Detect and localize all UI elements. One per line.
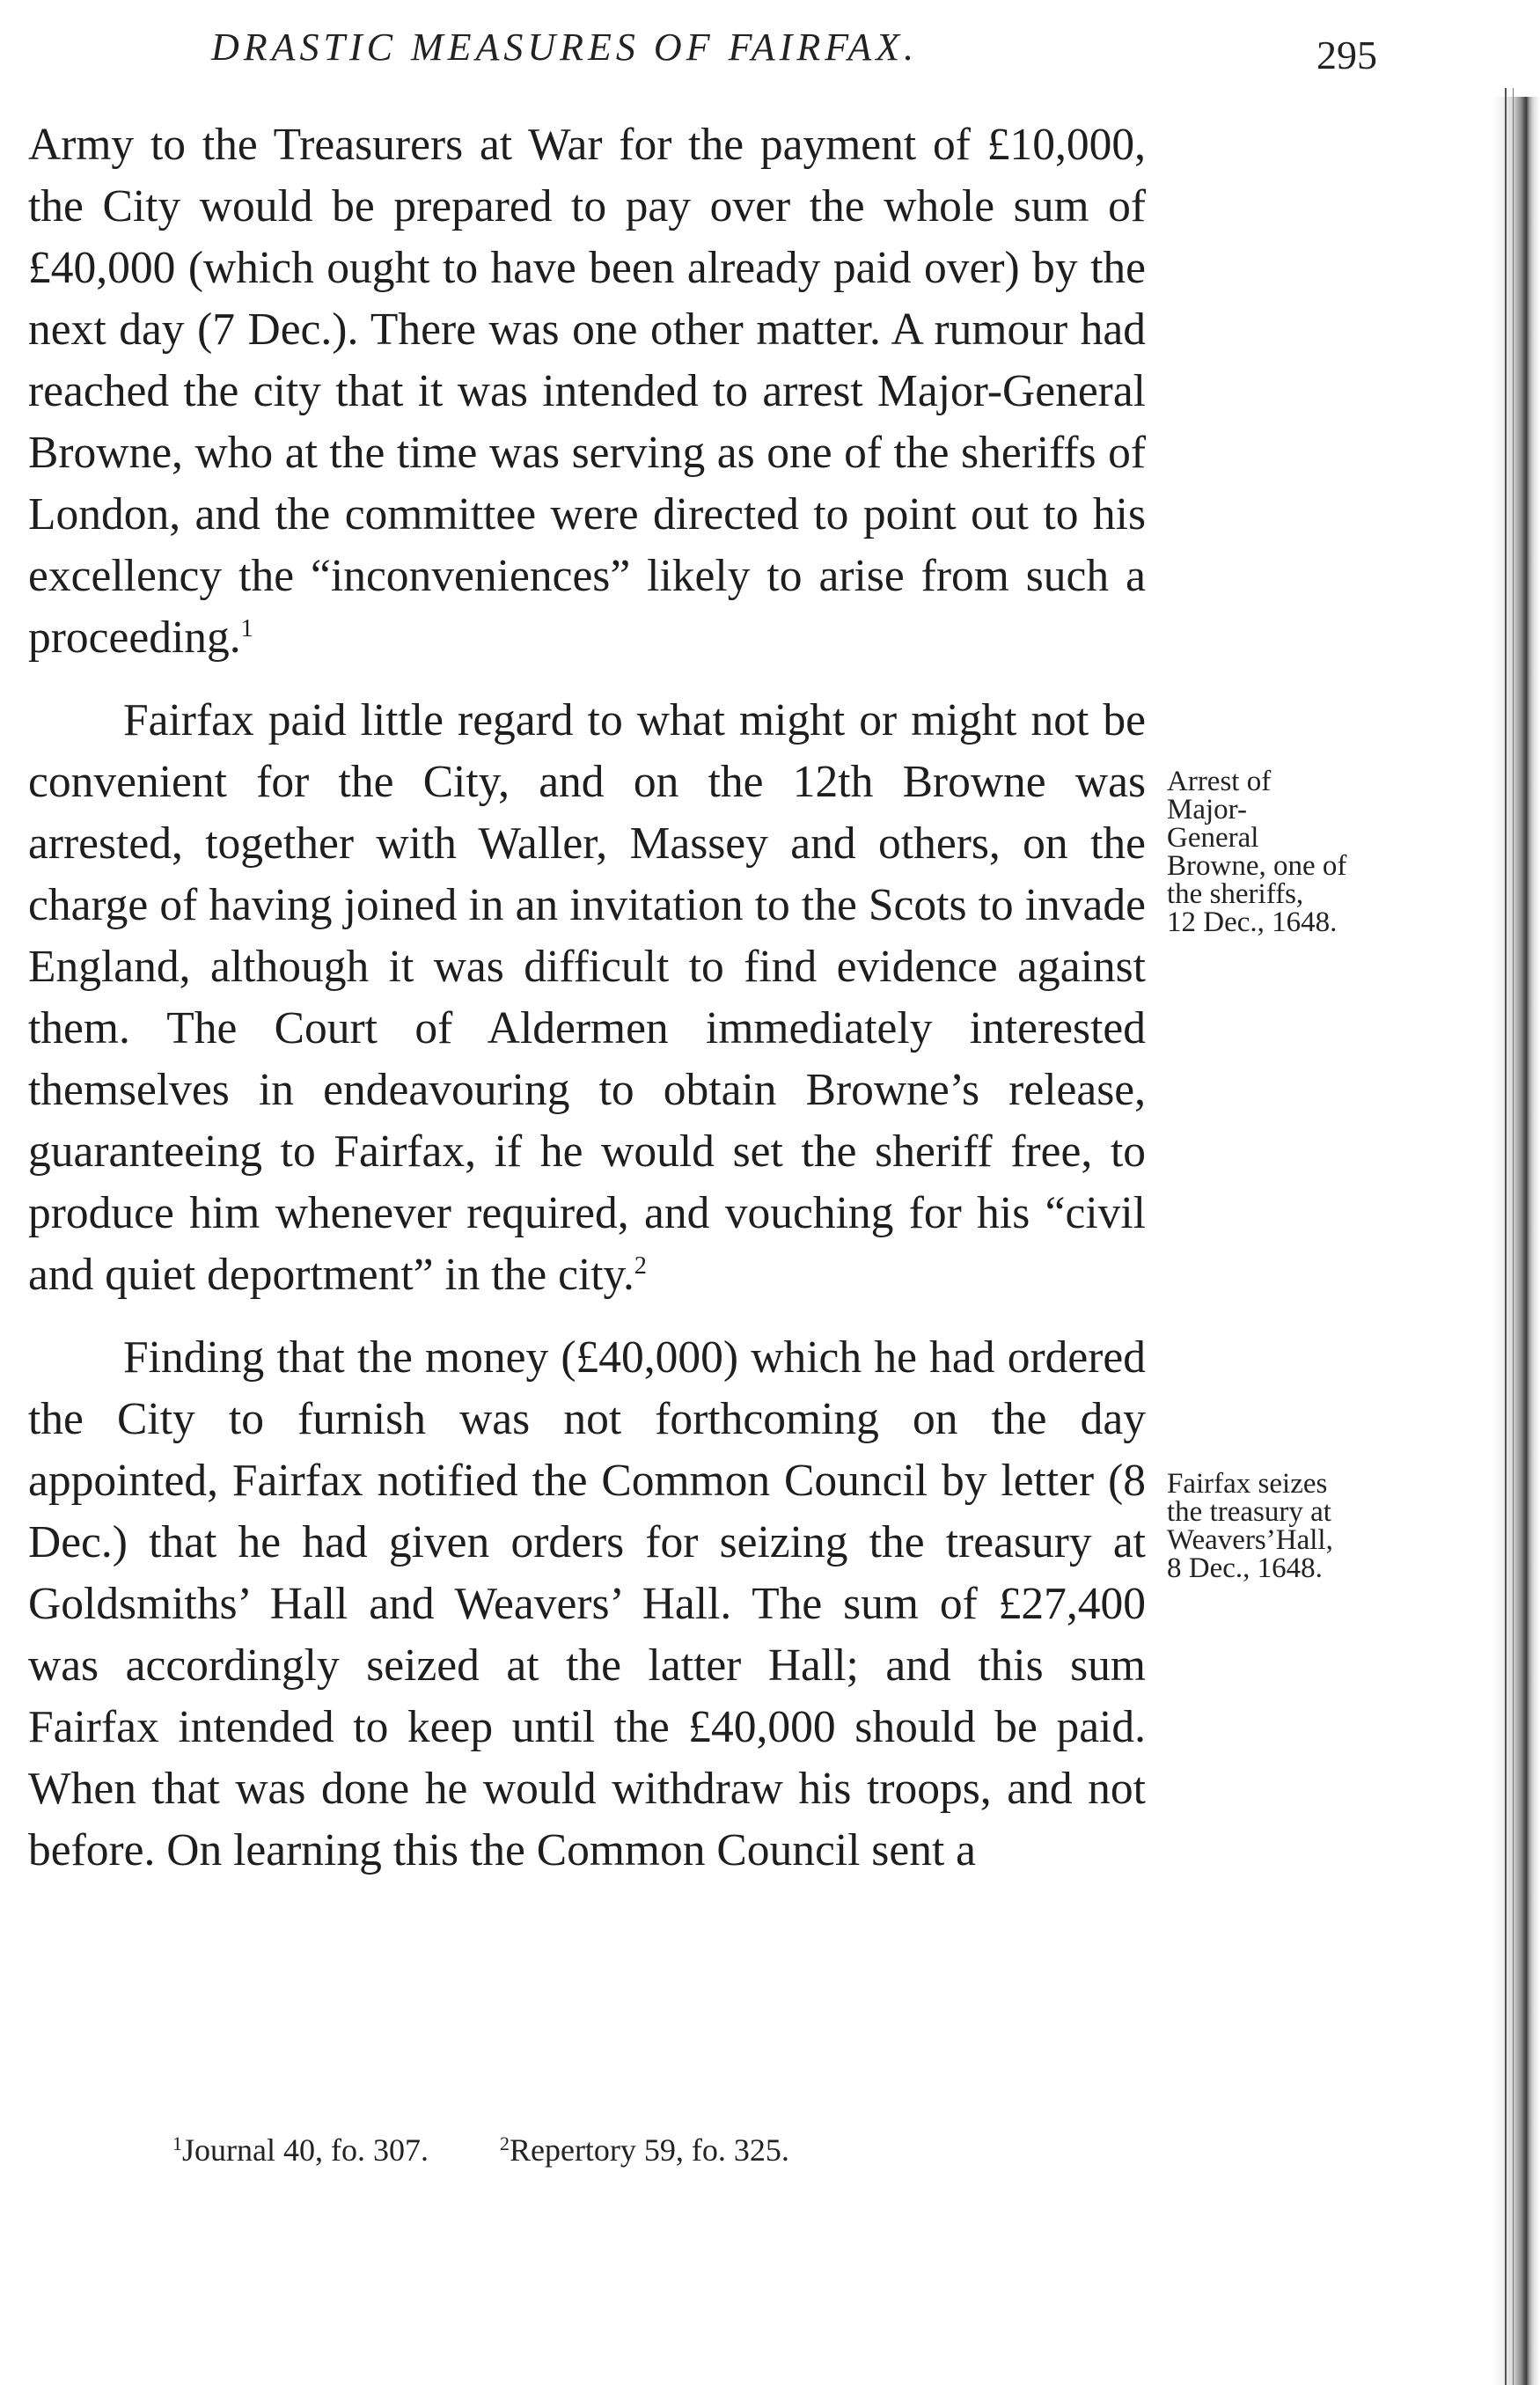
running-title: DRASTIC MEASURES OF FAIRFAX. (211, 26, 919, 69)
footnotes (172, 2132, 1052, 2169)
marginal-note-line: the treasury at (1167, 1496, 1331, 1528)
footnote-1 (172, 2132, 429, 2169)
footnote-ref-2: 2 (634, 1252, 647, 1280)
paragraph-1 (28, 114, 1146, 669)
footnote-ref-1: 1 (240, 615, 253, 642)
paragraph-1-text: Army to the Treasurers at War for the payment of £10,000, the City would be prepared to pay over the whole sum of £40,000 (which ought to have been already paid over) by the next day (7 Dec.). There was one other matter. A rumour had reached the city that it was intended to arrest Major-General Browne, who at the time was serving as one of the sheriffs of London, and the committee were directed to point out to his excellency the “inconveniences” likely to arise from such a proceeding. (28, 120, 1146, 663)
page-edge-line (1513, 88, 1514, 2385)
footnote-2 (500, 2132, 789, 2169)
footnote-mark-1: 1 (172, 2132, 182, 2154)
footnote-text-1: Journal 40, fo. 307. (182, 2132, 429, 2168)
footnote-text-2: Repertory 59, fo. 325. (509, 2132, 789, 2168)
marginal-note-line: Weavers’Hall, (1167, 1524, 1333, 1556)
marginal-note-line: General (1167, 822, 1259, 854)
marginal-note-line: 12 Dec., 1648. (1167, 906, 1338, 938)
paragraph-2-text: Fairfax paid little regard to what might or might not be convenient for the City, and on the 12th Browne was arrested, together with Waller, Massey and others, on the charge of having joined in an invitation to the Scots to invade England, although it was difficult to find evidence against them. The Court of Aldermen immediately interested themselves in endeavouring to obtain Browne’s release, guaranteeing to Fairfax, if he would set the sheriff free, to produce him whenever required, and vouching for his “civil and quiet deportment” in the city. (28, 695, 1146, 1300)
marginal-note-line: Browne, one of (1167, 850, 1347, 882)
marginal-note-line: Arrest of (1167, 766, 1272, 797)
marginal-note-line: Major- (1167, 794, 1247, 826)
marginal-note-fairfax-seizes-treasury (1167, 1470, 1431, 1582)
page-edge-line (1505, 88, 1507, 2385)
page-edge-shadow (1491, 97, 1540, 2385)
marginal-note-line: Fairfax seizes (1167, 1468, 1328, 1500)
marginal-note-line: 8 Dec., 1648. (1167, 1552, 1323, 1584)
marginal-note-line: the sheriffs, (1167, 878, 1304, 910)
paragraph-2 (28, 690, 1146, 1306)
page-number: 295 (1316, 33, 1377, 77)
main-text (28, 114, 1146, 1882)
paragraph-3 (28, 1327, 1146, 1882)
footnote-mark-2: 2 (499, 2132, 510, 2154)
paragraph-3-text: Finding that the money (£40,000) which he had ordered the City to furnish was not forthcoming on the day appointed, Fairfax notified the Common Council by letter (8 Dec.) that he had given orders for seizing the treasury at Goldsmiths’ Hall and Weavers’ Hall. The sum of £27,400 was accordingly seized at the latter Hall; and this sum Fairfax intended to keep until the £40,000 should be paid. When that was done he would withdraw his troops, and not before. On learning this the Common Council sent a (28, 1332, 1146, 1875)
marginal-note-arrest-of-browne (1167, 767, 1431, 936)
